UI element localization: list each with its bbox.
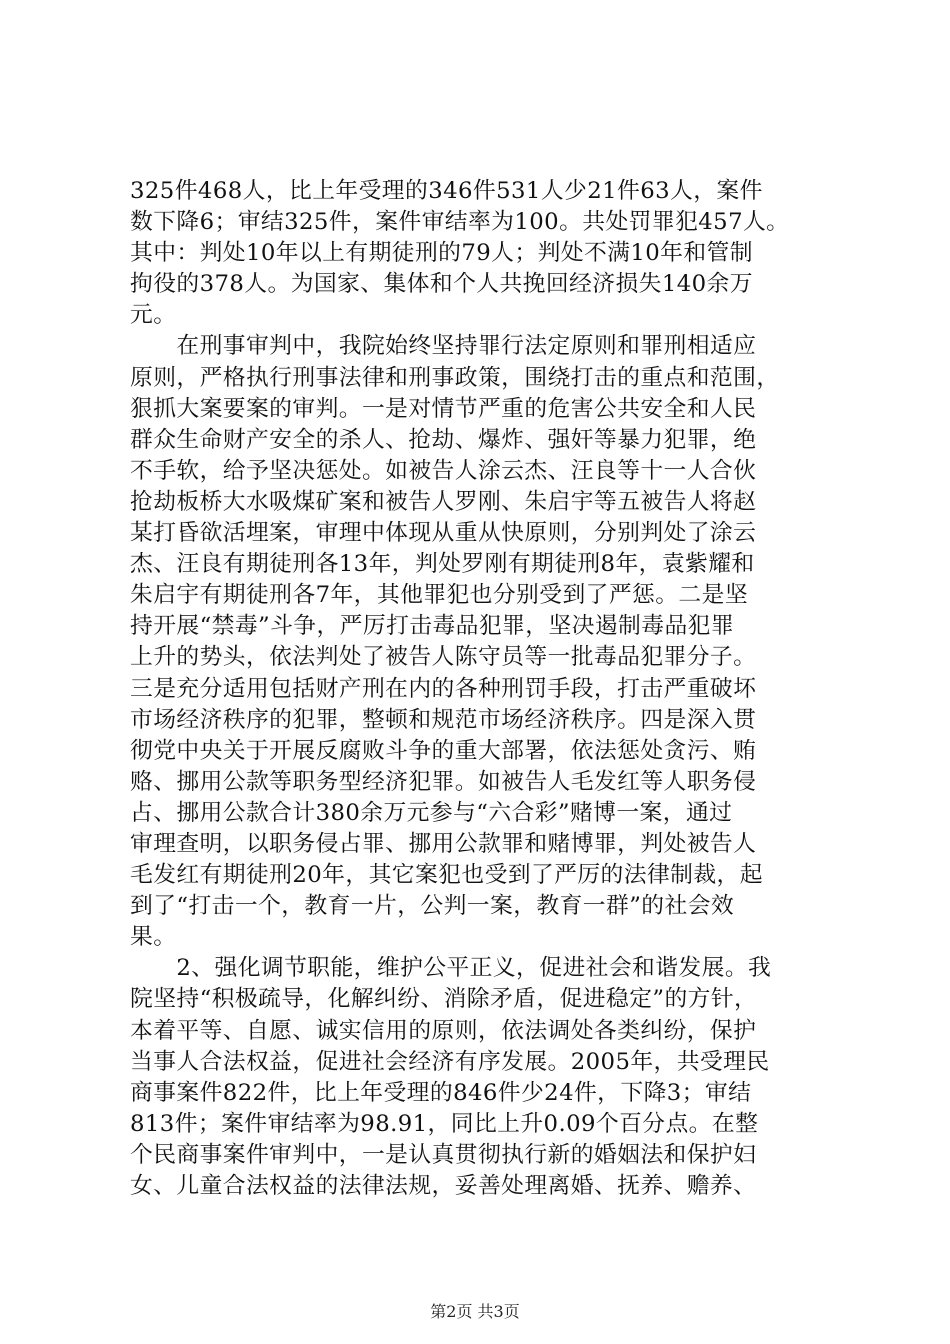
text-line: 某打昏欲活埋案，审理中体现从重从快原则，分别判处了涂云 <box>130 520 757 547</box>
text-line: 当事人合法权益，促进社会经济有序发展。2005年，共受理民 <box>130 1048 770 1075</box>
text-line: 杰、汪良有期徒刑各13年，判处罗刚有期徒刑8年，袁紫耀和 <box>130 551 755 578</box>
text-line: 抢劫板桥大水吸煤矿案和被告人罗刚、朱启宇等五被告人将赵 <box>130 488 757 515</box>
text-line: 毛发红有期徒刑20年，其它案犯也受到了严厉的法律制裁，起 <box>130 862 763 889</box>
text-line: 群众生命财产安全的杀人、抢劫、爆炸、强奸等暴力犯罪，绝 <box>130 426 757 453</box>
text-line: 审理查明，以职务侵占罪、挪用公款罪和赌博罪，判处被告人 <box>130 830 757 857</box>
text-line: 市场经济秩序的犯罪，整顿和规范市场经济秩序。四是深入贯 <box>130 706 757 733</box>
text-line: 不手软，给予坚决惩处。如被告人涂云杰、汪良等十一人合伙 <box>130 457 757 484</box>
text-line: 朱启宇有期徒刑各7年，其他罪犯也分别受到了严惩。二是坚 <box>130 582 749 609</box>
text-line: 果。 <box>130 924 177 951</box>
text-line: 原则，严格执行刑事法律和刑事政策，围绕打击的重点和范围， <box>130 364 780 391</box>
text-line: 商事案件822件，比上年受理的846件少24件，下降3；审结 <box>130 1079 752 1106</box>
text-line: 在刑事审判中，我院始终坚持罪行法定原则和罪刑相适应 <box>130 333 757 360</box>
text-line: 占、挪用公款合计380余万元参与“六合彩”赌博一案，通过 <box>130 799 733 826</box>
text-line: 院坚持“积极疏导，化解纠纷、消除矛盾，促进稳定”的方针， <box>130 986 758 1013</box>
text-line: 三是充分适用包括财产刑在内的各种刑罚手段，打击严重破坏 <box>130 675 757 702</box>
text-line: 女、儿童合法权益的法律法规，妥善处理离婚、抚养、赡养、 <box>130 1173 757 1199</box>
text-line: 813件；案件审结率为98.91，同比上升0.09个百分点。在整 <box>130 1110 759 1137</box>
text-line: 彻党中央关于开展反腐败斗争的重大部署，依法惩处贪污、贿 <box>130 737 757 764</box>
text-line: 其中：判处10年以上有期徒刑的79人；判处不满10年和管制 <box>130 240 753 267</box>
text-line: 数下降6；审结325件，案件审结率为100。共处罚罪犯457人。 <box>130 209 790 236</box>
text-line: 325件468人，比上年受理的346件531人少21件63人，案件 <box>130 178 763 204</box>
text-line: 赂、挪用公款等职务型经济犯罪。如被告人毛发红等人职务侵 <box>130 768 757 795</box>
text-line: 上升的势头，依法判处了被告人陈守员等一批毒品犯罪分子。 <box>130 644 757 671</box>
text-line: 到了“打击一个，教育一片，公判一案，教育一群”的社会效 <box>130 893 735 920</box>
text-line: 狠抓大案要案的审判。一是对情节严重的危害公共安全和人民 <box>130 395 757 422</box>
text-line: 个民商事案件审判中，一是认真贯彻执行新的婚姻法和保护妇 <box>130 1141 757 1168</box>
text-line: 本着平等、自愿、诚实信用的原则，依法调处各类纠纷，保护 <box>130 1017 757 1044</box>
text-line: 元。 <box>130 302 177 329</box>
body-text <box>130 176 830 1202</box>
text-line: 2、强化调节职能，维护公平正义，促进社会和谐发展。我 <box>130 955 772 982</box>
text-line: 持开展“禁毒”斗争，严厉打击毒品犯罪，坚决遏制毒品犯罪 <box>130 613 735 640</box>
page-footer: 第2页 共3页 <box>430 1302 520 1321</box>
text-line: 拘役的378人。为国家、集体和个人共挽回经济损失140余万 <box>130 271 753 298</box>
